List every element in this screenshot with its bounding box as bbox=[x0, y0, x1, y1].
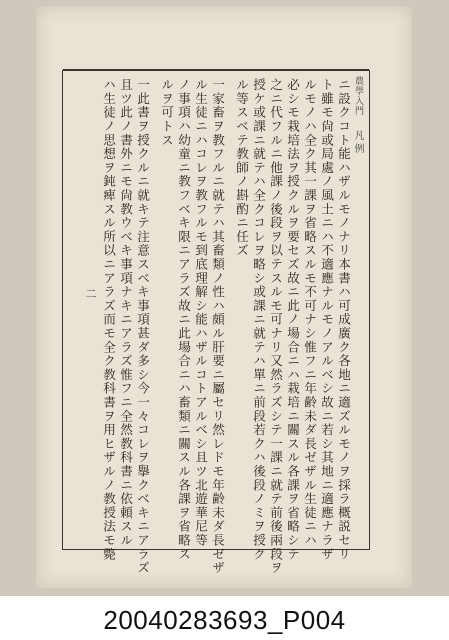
text-column: 一此書ヲ授クルニ就キテ注意スベキ事項甚ダ多シ今一々コレヲ擧クベキニアラズ bbox=[135, 78, 150, 575]
page-number: 二 bbox=[84, 288, 97, 299]
text-column: 之ニ代フルニ他課ノ後段ヲ以テスルモ可ナリ又然ラズシテ一課ニ就テ前後兩段ヲ bbox=[268, 78, 283, 575]
text-column: ルヲ可トス bbox=[159, 78, 174, 147]
text-column: ルモノハ全ク其一課ヲ省略スルモ不可ナシ惟フニ年齢未ダ長ゼザル生徒ニハ bbox=[302, 78, 317, 548]
text-column: ハ生徒ノ思想ヲ鈍痺スル所以ニアラズ而モ全ク教科書ヲ用ヒザルノ教授法モ斃 bbox=[101, 78, 116, 561]
text-column: 一家畜ヲ教フルニ就テハ其畜類ノ性ハ頗ル肝要ニ屬セリ然レドモ年齢未ダ長ゼザ bbox=[210, 78, 225, 575]
text-column: 且ツ此ノ書外ニモ尙教ウベキ事項ナキニアラズ惟フニ全然教科書ニ依頼スル bbox=[118, 78, 133, 548]
text-column: 授ケ或課ニ就テハ全クコレヲ略シ或課ニ就テハ單ニ前段若クハ後段ノミヲ授ク bbox=[251, 78, 266, 561]
running-head-section: 凡例 bbox=[352, 130, 363, 156]
image-caption: 20040283693_P004 bbox=[103, 605, 346, 635]
text-column: ノ事項ハ幼童ニ教フベキ限ニアラズ故ニ此場合ニハ畜類ニ關スル各課ヲ省略ス bbox=[176, 78, 191, 561]
text-column: ル生徒ニハコレヲ教フルモ到底理解シ能ハザルコトアルベシ且ツ北遊華尼等 bbox=[193, 78, 208, 548]
text-column: ル等スベテ教師ノ斟酌ニ任ズ bbox=[234, 78, 249, 258]
text-column: ト雖モ尙或局處ノ風土ニハ不適應ナルモノアルベシ故ニ若シ其地ニ適應ナラザ bbox=[319, 78, 334, 561]
text-column: 必シモ栽培法ヲ授クルヲ要セズ故ニ此ノ場合ニハ栽培ニ關スル各課ヲ省略シテ bbox=[285, 78, 300, 561]
text-column: ニ設クコト能ハザルモノナリ本書ハ可成廣ク各地ニ適ズルモノヲ採ラ概説セリ bbox=[336, 78, 351, 561]
running-head-title: 農學入門 bbox=[353, 76, 363, 116]
